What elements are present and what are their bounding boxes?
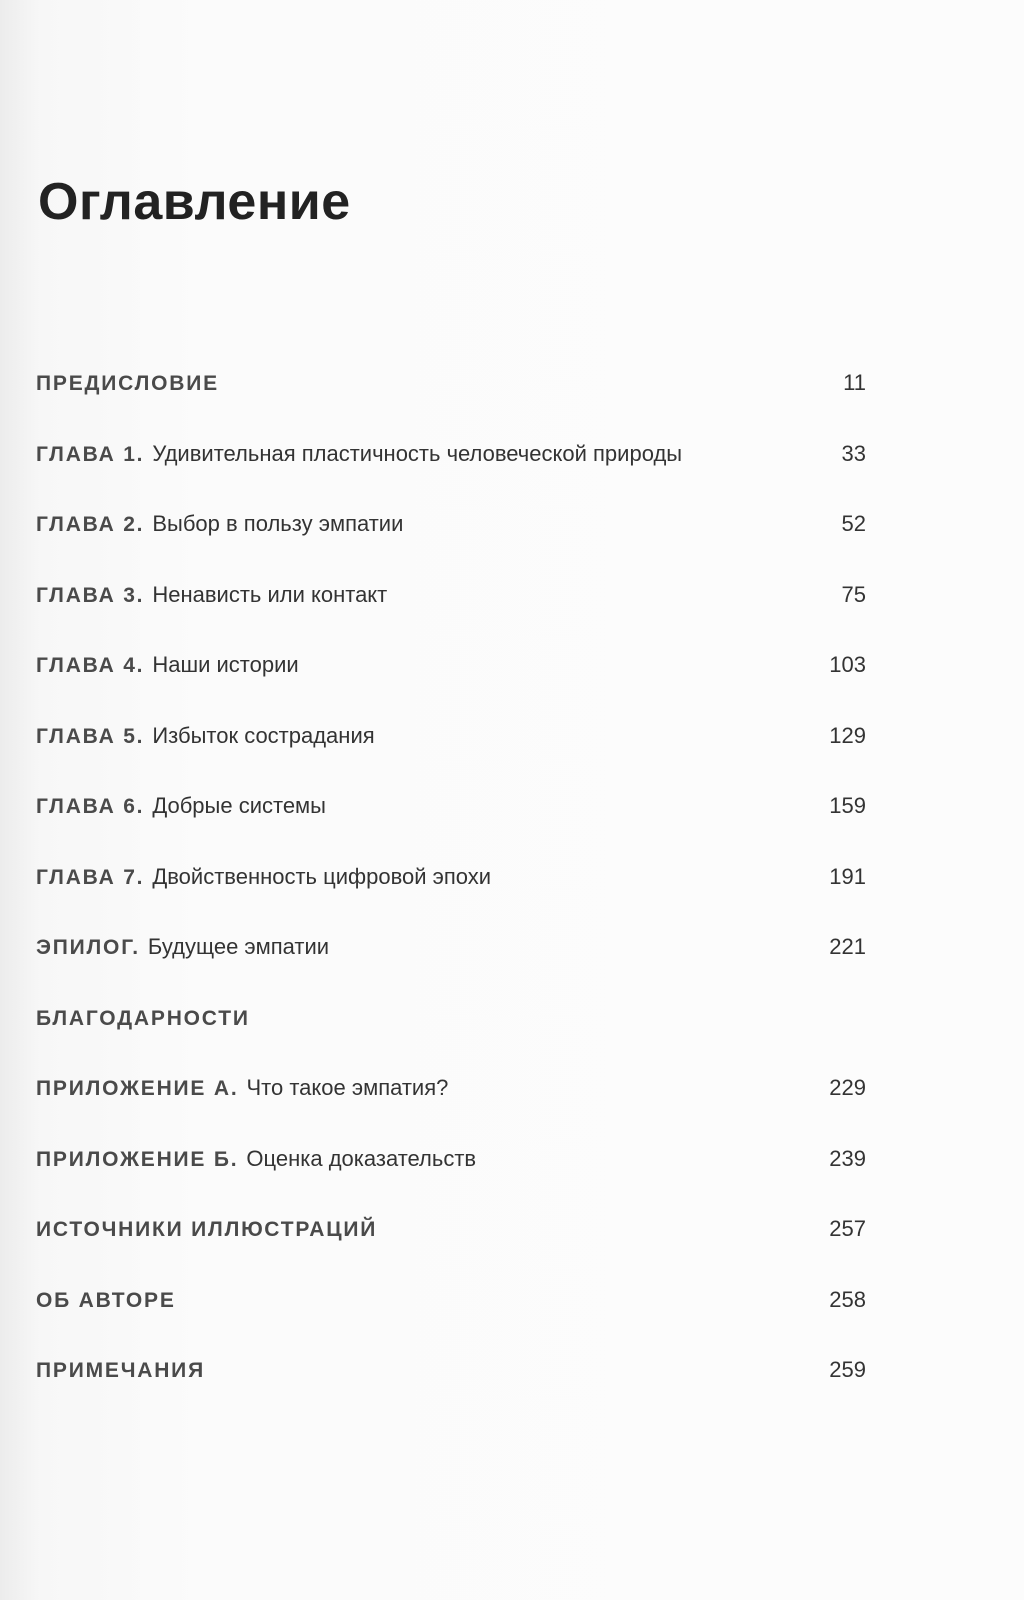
toc-entry-page-number: 103 bbox=[829, 652, 866, 677]
toc-entry-label bbox=[36, 793, 786, 819]
toc-entry-label bbox=[36, 652, 786, 678]
toc-entry-prefix: ПРИЛОЖЕНИЕ А. bbox=[36, 1077, 239, 1100]
toc-entry-page-number: 52 bbox=[841, 511, 866, 536]
toc-entry-label bbox=[36, 1146, 786, 1172]
toc-entry-label bbox=[36, 864, 786, 890]
toc-entry-prefix: ГЛАВА 2. bbox=[36, 513, 145, 536]
toc-entry-prefix: ГЛАВА 3. bbox=[36, 583, 145, 607]
toc-entry-page-number: 257 bbox=[829, 1216, 866, 1241]
toc-entry-title: Добрые системы bbox=[152, 793, 326, 818]
toc-entry[interactable] bbox=[36, 1075, 866, 1146]
toc-entry[interactable] bbox=[36, 1005, 866, 1076]
toc-entry-label bbox=[36, 511, 786, 537]
toc-entry[interactable] bbox=[36, 1146, 866, 1217]
toc-entry-page-number: 259 bbox=[829, 1357, 866, 1382]
toc-entry-prefix: ГЛАВА 5. bbox=[36, 724, 145, 748]
toc-entry-label bbox=[36, 723, 786, 749]
toc-entry-title: Выбор в пользу эмпатии bbox=[152, 511, 404, 536]
toc-entry-label bbox=[36, 1005, 786, 1031]
toc-entry-label bbox=[36, 1287, 786, 1313]
toc-entry-label bbox=[36, 1357, 786, 1383]
toc-entry[interactable] bbox=[36, 793, 866, 864]
toc-entry-page-number: 33 bbox=[841, 440, 866, 466]
toc-entry-label bbox=[36, 1075, 786, 1101]
toc-entry-prefix: ГЛАВА 1. bbox=[36, 442, 145, 466]
toc-entry-prefix: ГЛАВА 4. bbox=[36, 654, 145, 677]
toc-entry-title: Ненависть или контакт bbox=[152, 581, 388, 607]
toc-entry-page-number: 129 bbox=[829, 722, 866, 748]
toc-entry-prefix: ГЛАВА 6. bbox=[36, 795, 145, 818]
toc-entry-label bbox=[36, 1216, 786, 1242]
toc-entry-prefix: ПРЕДИСЛОВИЕ bbox=[36, 372, 219, 395]
toc-entry-page-number: 11 bbox=[843, 370, 866, 395]
toc-entry-page-number: 159 bbox=[829, 793, 866, 818]
toc-entry[interactable] bbox=[36, 511, 866, 582]
toc-entry-prefix: БЛАГОДАРНОСТИ bbox=[36, 1006, 250, 1030]
toc-entry[interactable] bbox=[36, 1287, 866, 1358]
toc-entry[interactable] bbox=[36, 652, 866, 723]
toc-entry[interactable] bbox=[36, 1357, 866, 1428]
toc-entry-label bbox=[36, 370, 786, 396]
toc-entry-title: Оценка доказательств bbox=[246, 1145, 477, 1171]
toc-entry[interactable] bbox=[36, 370, 866, 441]
toc-entry[interactable] bbox=[36, 582, 866, 653]
toc-entry[interactable] bbox=[36, 864, 866, 935]
toc-entry-prefix: ИСТОЧНИКИ ИЛЛЮСТРАЦИЙ bbox=[36, 1218, 378, 1241]
toc-entry-prefix: ГЛАВА 7. bbox=[36, 865, 145, 889]
toc-entry-title: Двойственность цифровой эпохи bbox=[152, 863, 492, 889]
toc-entry-label bbox=[36, 934, 786, 960]
toc-entry-page-number: 239 bbox=[829, 1145, 866, 1171]
toc-entry-title: Наши истории bbox=[152, 652, 299, 677]
toc-entry[interactable] bbox=[36, 441, 866, 512]
toc-entry-label bbox=[36, 582, 786, 608]
toc-entry-title: Что такое эмпатия? bbox=[246, 1075, 449, 1100]
toc-entry-page-number: 229 bbox=[829, 1075, 866, 1100]
toc-entry[interactable] bbox=[36, 934, 866, 1005]
toc-entry-prefix: ПРИМЕЧАНИЯ bbox=[36, 1359, 205, 1382]
toc-entry-title: Удивительная пластичность человеческой природы bbox=[152, 440, 683, 466]
toc-entry-prefix: ЭПИЛОГ. bbox=[36, 936, 140, 959]
toc-entry-title: Избыток сострадания bbox=[152, 722, 375, 748]
toc-entry-page-number: 75 bbox=[841, 581, 866, 607]
toc-entry-prefix: ОБ АВТОРЕ bbox=[36, 1288, 176, 1312]
toc-entry[interactable] bbox=[36, 723, 866, 794]
toc-entry-page-number: 221 bbox=[829, 934, 866, 959]
toc-entry-prefix: ПРИЛОЖЕНИЕ Б. bbox=[36, 1147, 239, 1171]
toc-entry-page-number: 258 bbox=[829, 1286, 866, 1312]
table-of-contents bbox=[36, 370, 866, 1428]
toc-entry-label bbox=[36, 441, 786, 467]
page-title: Оглавление bbox=[38, 173, 351, 231]
toc-entry-title: Будущее эмпатии bbox=[147, 934, 330, 959]
toc-entry-page-number: 191 bbox=[829, 863, 866, 889]
toc-entry[interactable] bbox=[36, 1216, 866, 1287]
